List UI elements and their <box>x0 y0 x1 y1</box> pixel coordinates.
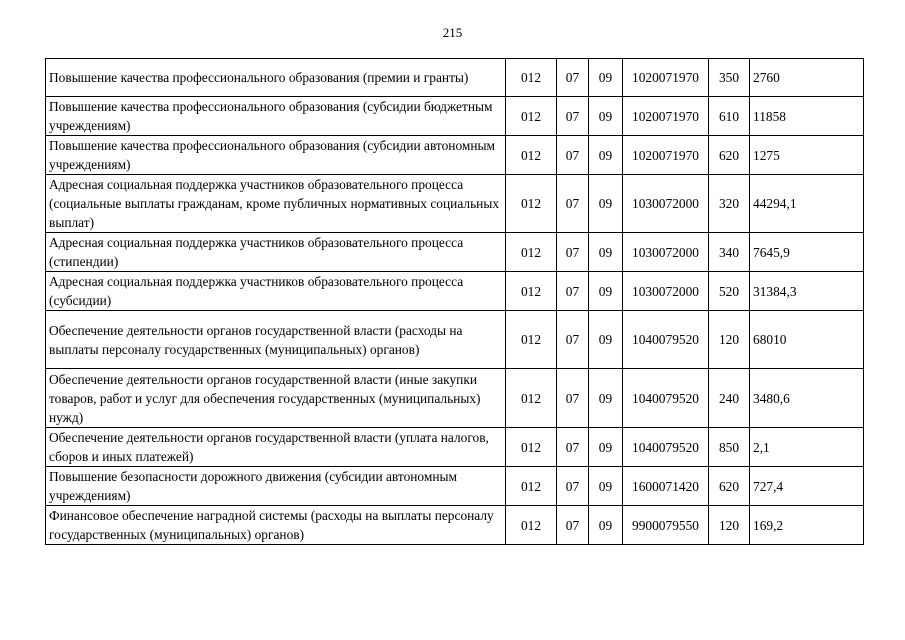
target-code: 1040079520 <box>623 428 709 467</box>
row-name: Адресная социальная поддержка участников образовательного процесса (стипендии) <box>46 233 506 272</box>
expense-type-code: 620 <box>709 136 750 175</box>
row-name: Повышение безопасности дорожного движения (субсидии автономным учреждениям) <box>46 467 506 506</box>
expense-type-code: 340 <box>709 233 750 272</box>
row-name: Адресная социальная поддержка участников образовательного процесса (субсидии) <box>46 272 506 311</box>
expense-type-code: 240 <box>709 369 750 428</box>
table-row <box>46 467 864 506</box>
amount: 7645,9 <box>750 233 864 272</box>
subsection-code: 09 <box>589 506 623 545</box>
target-code: 1020071970 <box>623 136 709 175</box>
row-name: Обеспечение деятельности органов государственной власти (уплата налогов, сборов и иных платежей) <box>46 428 506 467</box>
table-row <box>46 272 864 311</box>
table-row <box>46 136 864 175</box>
target-code: 9900079550 <box>623 506 709 545</box>
table-row <box>46 59 864 97</box>
table-row <box>46 428 864 467</box>
ministry-code: 012 <box>506 233 557 272</box>
ministry-code: 012 <box>506 175 557 233</box>
section-code: 07 <box>557 272 589 311</box>
subsection-code: 09 <box>589 467 623 506</box>
ministry-code: 012 <box>506 428 557 467</box>
subsection-code: 09 <box>589 272 623 311</box>
amount: 727,4 <box>750 467 864 506</box>
table-row <box>46 175 864 233</box>
row-name: Адресная социальная поддержка участников образовательного процесса (социальные выплаты гражданам, кроме публичных нормативных социальных выплат) <box>46 175 506 233</box>
expense-type-code: 620 <box>709 467 750 506</box>
subsection-code: 09 <box>589 428 623 467</box>
ministry-code: 012 <box>506 311 557 369</box>
amount: 11858 <box>750 97 864 136</box>
amount: 1275 <box>750 136 864 175</box>
row-name: Финансовое обеспечение наградной системы (расходы на выплаты персоналу государственных (муниципальных) органов) <box>46 506 506 545</box>
section-code: 07 <box>557 311 589 369</box>
subsection-code: 09 <box>589 369 623 428</box>
amount: 3480,6 <box>750 369 864 428</box>
target-code: 1600071420 <box>623 467 709 506</box>
section-code: 07 <box>557 175 589 233</box>
table-row <box>46 311 864 369</box>
table-row <box>46 97 864 136</box>
amount: 68010 <box>750 311 864 369</box>
section-code: 07 <box>557 136 589 175</box>
section-code: 07 <box>557 369 589 428</box>
expense-type-code: 320 <box>709 175 750 233</box>
section-code: 07 <box>557 428 589 467</box>
row-name: Повышение качества профессионального образования (премии и гранты) <box>46 59 506 97</box>
row-name: Обеспечение деятельности органов государственной власти (расходы на выплаты персоналу государственных (муниципальных) органов) <box>46 311 506 369</box>
row-name: Повышение качества профессионального образования (субсидии автономным учреждениям) <box>46 136 506 175</box>
amount: 169,2 <box>750 506 864 545</box>
section-code: 07 <box>557 59 589 97</box>
budget-table <box>45 58 864 545</box>
expense-type-code: 120 <box>709 506 750 545</box>
subsection-code: 09 <box>589 233 623 272</box>
target-code: 1030072000 <box>623 272 709 311</box>
table-row <box>46 233 864 272</box>
section-code: 07 <box>557 97 589 136</box>
target-code: 1040079520 <box>623 369 709 428</box>
section-code: 07 <box>557 233 589 272</box>
expense-type-code: 610 <box>709 97 750 136</box>
section-code: 07 <box>557 506 589 545</box>
page-number: 215 <box>442 25 463 40</box>
ministry-code: 012 <box>506 136 557 175</box>
ministry-code: 012 <box>506 369 557 428</box>
ministry-code: 012 <box>506 467 557 506</box>
amount: 2760 <box>750 59 864 97</box>
table-row <box>46 369 864 428</box>
subsection-code: 09 <box>589 97 623 136</box>
table-row <box>46 506 864 545</box>
ministry-code: 012 <box>506 272 557 311</box>
target-code: 1030072000 <box>623 175 709 233</box>
target-code: 1030072000 <box>623 233 709 272</box>
target-code: 1020071970 <box>623 59 709 97</box>
amount: 2,1 <box>750 428 864 467</box>
row-name: Повышение качества профессионального образования (субсидии бюджетным учреждениям) <box>46 97 506 136</box>
subsection-code: 09 <box>589 59 623 97</box>
expense-type-code: 520 <box>709 272 750 311</box>
section-code: 07 <box>557 467 589 506</box>
ministry-code: 012 <box>506 506 557 545</box>
amount: 31384,3 <box>750 272 864 311</box>
subsection-code: 09 <box>589 175 623 233</box>
target-code: 1040079520 <box>623 311 709 369</box>
row-name: Обеспечение деятельности органов государственной власти (иные закупки товаров, работ и услуг для обеспечения государственных (муниципальных) нужд) <box>46 369 506 428</box>
amount: 44294,1 <box>750 175 864 233</box>
ministry-code: 012 <box>506 59 557 97</box>
subsection-code: 09 <box>589 136 623 175</box>
ministry-code: 012 <box>506 97 557 136</box>
expense-type-code: 850 <box>709 428 750 467</box>
subsection-code: 09 <box>589 311 623 369</box>
expense-type-code: 350 <box>709 59 750 97</box>
expense-type-code: 120 <box>709 311 750 369</box>
target-code: 1020071970 <box>623 97 709 136</box>
